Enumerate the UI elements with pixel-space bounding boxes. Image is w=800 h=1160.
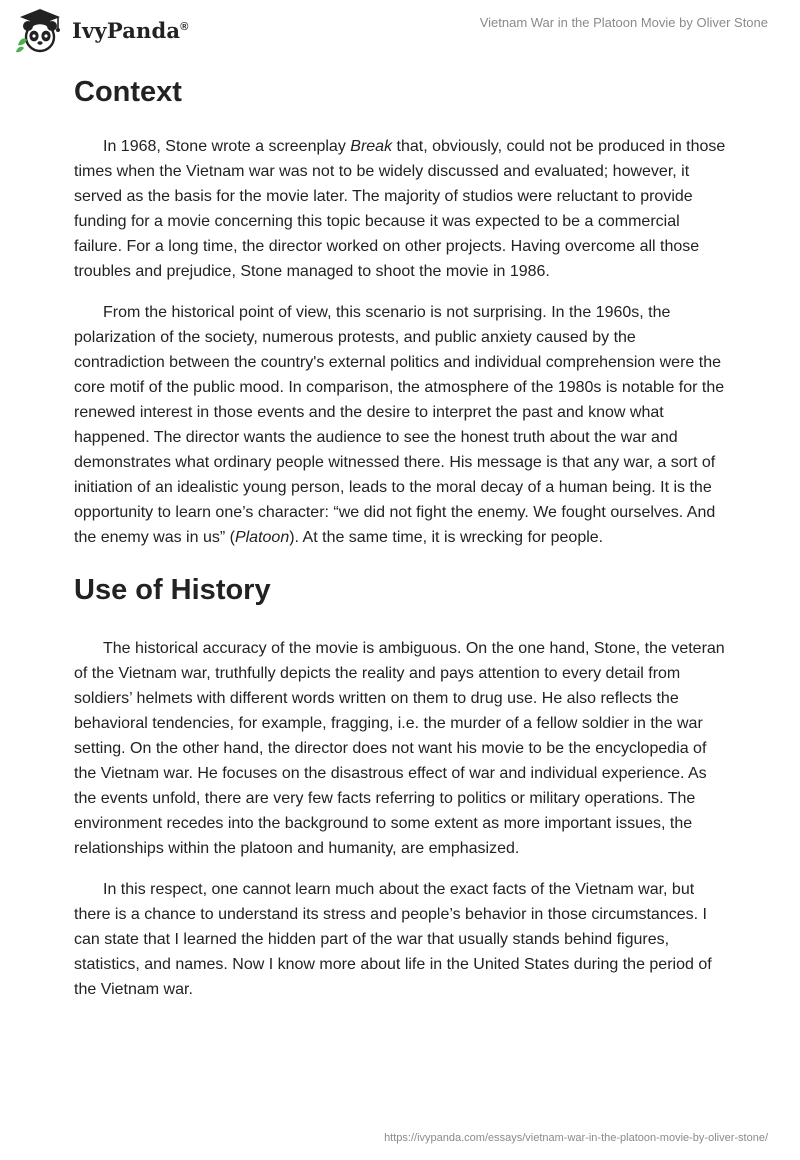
paragraph: In this respect, one cannot learn much about the exact facts of the Vietnam war, but there is a chance to understand its stress and people’s behavior in those circumstances. I can state that I learned the hidden part of the war that usually stands behind figures, statistics, and names. Now I know more about life in the United States during the period of the Vietnam war. bbox=[74, 881, 712, 998]
section-heading-use-of-history: Use of History bbox=[74, 574, 271, 606]
brand-logo[interactable] bbox=[14, 7, 189, 53]
section-heading-context: Context bbox=[74, 76, 182, 108]
essay-body bbox=[74, 70, 726, 1002]
italic-title: Break bbox=[350, 138, 393, 155]
source-url[interactable]: https://ivypanda.com/essays/vietnam-war-in-the-platoon-movie-by-oliver-stone/ bbox=[384, 1132, 768, 1144]
paragraph: From the historical point of view, this scenario is not surprising. In the 1960s, the polarization of the society, numerous protests, and public anxiety caused by the contradiction between the country's external politics and individual comprehension were the core motif of the public mood. In comparison, the atmosphere of the 1980s is notable for the renewed interest in those events and the desire to interpret the past and know what happened. The director wants the audience to see the honest truth about the war and demonstrates what ordinary people witnessed there. His message is that any war, a sort of initiation of an idealistic young person, leads to the moral decay of a human being. It is the opportunity to learn one’s character: “we did not fight the enemy. We fought ourselves. And the enemy was in us” (Platoon). At the same time, it is wrecking for people. bbox=[74, 304, 725, 546]
brand-name: IvyPanda® bbox=[72, 17, 189, 43]
italic-title: Platoon bbox=[234, 529, 290, 546]
paragraph: In 1968, Stone wrote a screenplay Break that, obviously, could not be produced in those times when the Vietnam war was not to be widely discussed and evaluated; however, it served as the basis for the movie later. The majority of studios were reluctant to provide funding for a movie concerning this topic because it was expected to be a commercial failure. For a long time, the director worked on other projects. Having overcome all those troubles and prejudice, Stone managed to shoot the movie in 1986. bbox=[74, 138, 726, 280]
paragraph: The historical accuracy of the movie is ambiguous. On the one hand, Stone, the veteran of the Vietnam war, truthfully depicts the reality and pays attention to every detail from soldiers’ helmets with different words written on them to drug use. He also reflects the behavioral tendencies, for example, fragging, i.e. the murder of a fellow soldier in the war setting. On the other hand, the director does not want his movie to be the encyclopedia of the Vietnam war. He focuses on the disastrous effect of war and individual experience. As the events unfold, there are very few facts referring to politics or military operations. The environment recedes into the background to some extent as more important issues, the relationships within the platoon and humanity, are emphasized. bbox=[74, 640, 725, 857]
page-header bbox=[0, 0, 800, 60]
panda-graduate-logo-icon bbox=[14, 7, 66, 53]
document-title: Vietnam War in the Platoon Movie by Oliver Stone bbox=[479, 15, 768, 30]
